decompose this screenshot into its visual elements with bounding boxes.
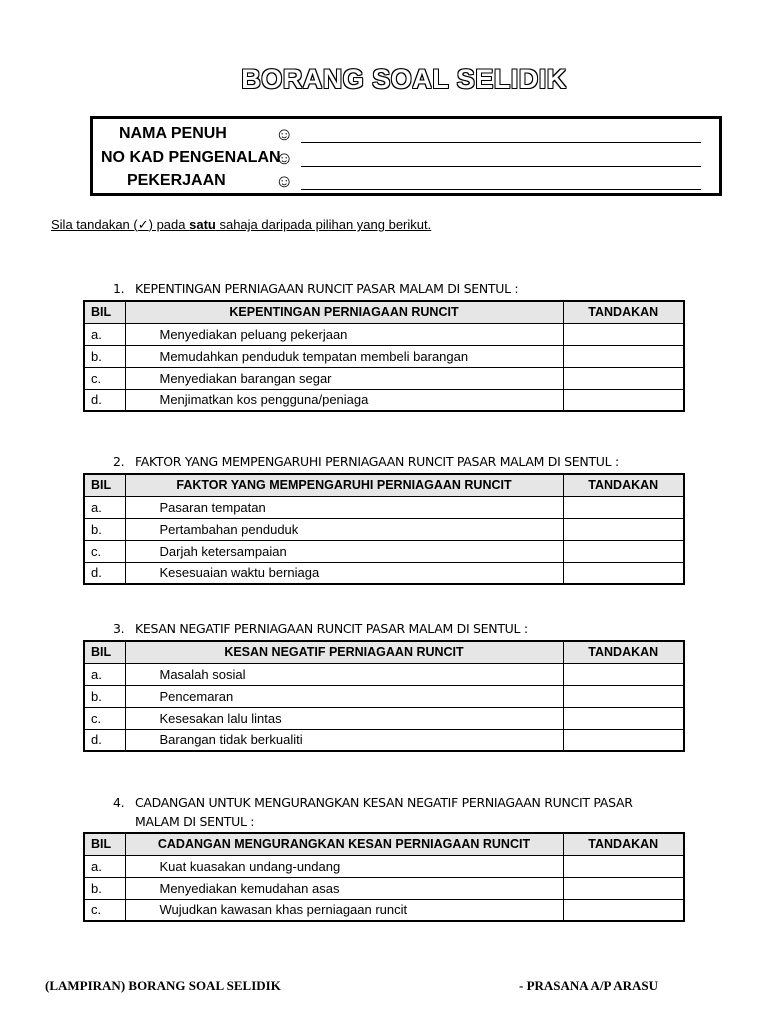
table-row: c. Menyediakan barangan segar (84, 367, 684, 389)
table-row: b. Pencemaran (84, 685, 684, 707)
tick-cell[interactable] (563, 540, 684, 562)
col-tandakan: TANDAKAN (563, 474, 684, 496)
question-3-heading: 3. KESAN NEGATIF PERNIAGAAN RUNCIT PASAR MALAM DI SENTUL : (113, 621, 528, 636)
footer-author: - PRASANA A/P ARASU (519, 978, 659, 993)
table-row: a. Menyediakan peluang pekerjaan (84, 323, 684, 345)
col-bil: BIL (84, 833, 125, 855)
job-field[interactable] (301, 189, 701, 190)
name-field[interactable] (301, 142, 701, 143)
col-bil: BIL (84, 474, 125, 496)
question-2-heading: 2. FAKTOR YANG MEMPENGARUHI PERNIAGAAN RUNCIT PASAR MALAM DI SENTUL : (113, 454, 619, 469)
name-row (93, 125, 719, 147)
col-tandakan: TANDAKAN (563, 641, 684, 663)
job-label: PEKERJAAN (127, 172, 226, 189)
question-1-heading: 1. KEPENTINGAN PERNIAGAAN RUNCIT PASAR MALAM DI SENTUL : (113, 281, 519, 296)
table-row: a. Masalah sosial (84, 663, 684, 685)
col-main: KESAN NEGATIF PERNIAGAAN RUNCIT (125, 641, 563, 663)
table-row: d. Barangan tidak berkualiti (84, 729, 684, 751)
tick-cell[interactable] (563, 496, 684, 518)
tick-cell[interactable] (563, 389, 684, 411)
tick-cell[interactable] (563, 729, 684, 751)
col-main: FAKTOR YANG MEMPENGARUHI PERNIAGAAN RUNCIT (125, 474, 563, 496)
col-main: KEPENTINGAN PERNIAGAAN RUNCIT (125, 301, 563, 323)
question-1-table (83, 300, 685, 412)
tick-cell[interactable] (563, 685, 684, 707)
question-4-heading: 4. CADANGAN UNTUK MENGURANGKAN KESAN NEGATIF PERNIAGAAN RUNCIT PASAR MALAM DI SENTUL : (113, 795, 633, 829)
tick-cell[interactable] (563, 562, 684, 584)
identity-box (90, 116, 722, 196)
footer-title: (LAMPIRAN) BORANG SOAL SELIDIK (45, 978, 281, 993)
table-row: a. Kuat kuasakan undang-undang (84, 855, 684, 877)
tick-cell[interactable] (563, 877, 684, 899)
tick-cell[interactable] (563, 367, 684, 389)
instruction-text: Sila tandakan (✓) pada satu sahaja daripada pilihan yang berikut. (51, 217, 432, 232)
col-tandakan: TANDAKAN (563, 301, 684, 323)
table-row: b. Memudahkan penduduk tempatan membeli barangan (84, 345, 684, 367)
smiley-face-icon: ☺ (275, 124, 294, 144)
tick-cell[interactable] (563, 899, 684, 921)
tick-cell[interactable] (563, 323, 684, 345)
tick-cell[interactable] (563, 663, 684, 685)
tick-cell[interactable] (563, 855, 684, 877)
table-row: c. Wujudkan kawasan khas perniagaan runcit (84, 899, 684, 921)
col-bil: BIL (84, 641, 125, 663)
checkmark-icon: ✓ (137, 217, 149, 232)
question-3-table (83, 640, 685, 752)
col-main: CADANGAN MENGURANGKAN KESAN PERNIAGAAN RUNCIT (125, 833, 563, 855)
tick-cell[interactable] (563, 518, 684, 540)
name-label: NAMA PENUH (119, 125, 227, 142)
table-row: b. Pertambahan penduduk (84, 518, 684, 540)
job-row (93, 172, 719, 194)
tick-cell[interactable] (563, 707, 684, 729)
table-row: c. Kesesakan lalu lintas (84, 707, 684, 729)
table-row: a. Pasaran tempatan (84, 496, 684, 518)
table-row: b. Menyediakan kemudahan asas (84, 877, 684, 899)
smiley-face-icon: ☺ (275, 171, 294, 191)
col-tandakan: TANDAKAN (563, 833, 684, 855)
ic-label: NO KAD PENGENALAN (101, 149, 281, 166)
smiley-face-icon: ☺ (275, 148, 294, 168)
table-row: d. Menjimatkan kos pengguna/peniaga (84, 389, 684, 411)
question-2-table (83, 473, 685, 585)
page-title: BORANG SOAL SELIDIK (241, 64, 567, 94)
col-bil: BIL (84, 301, 125, 323)
table-row: c. Darjah ketersampaian (84, 540, 684, 562)
question-4-table (83, 832, 685, 922)
table-row: d. Kesesuaian waktu berniaga (84, 562, 684, 584)
ic-field[interactable] (301, 166, 701, 167)
ic-row (93, 149, 719, 171)
tick-cell[interactable] (563, 345, 684, 367)
